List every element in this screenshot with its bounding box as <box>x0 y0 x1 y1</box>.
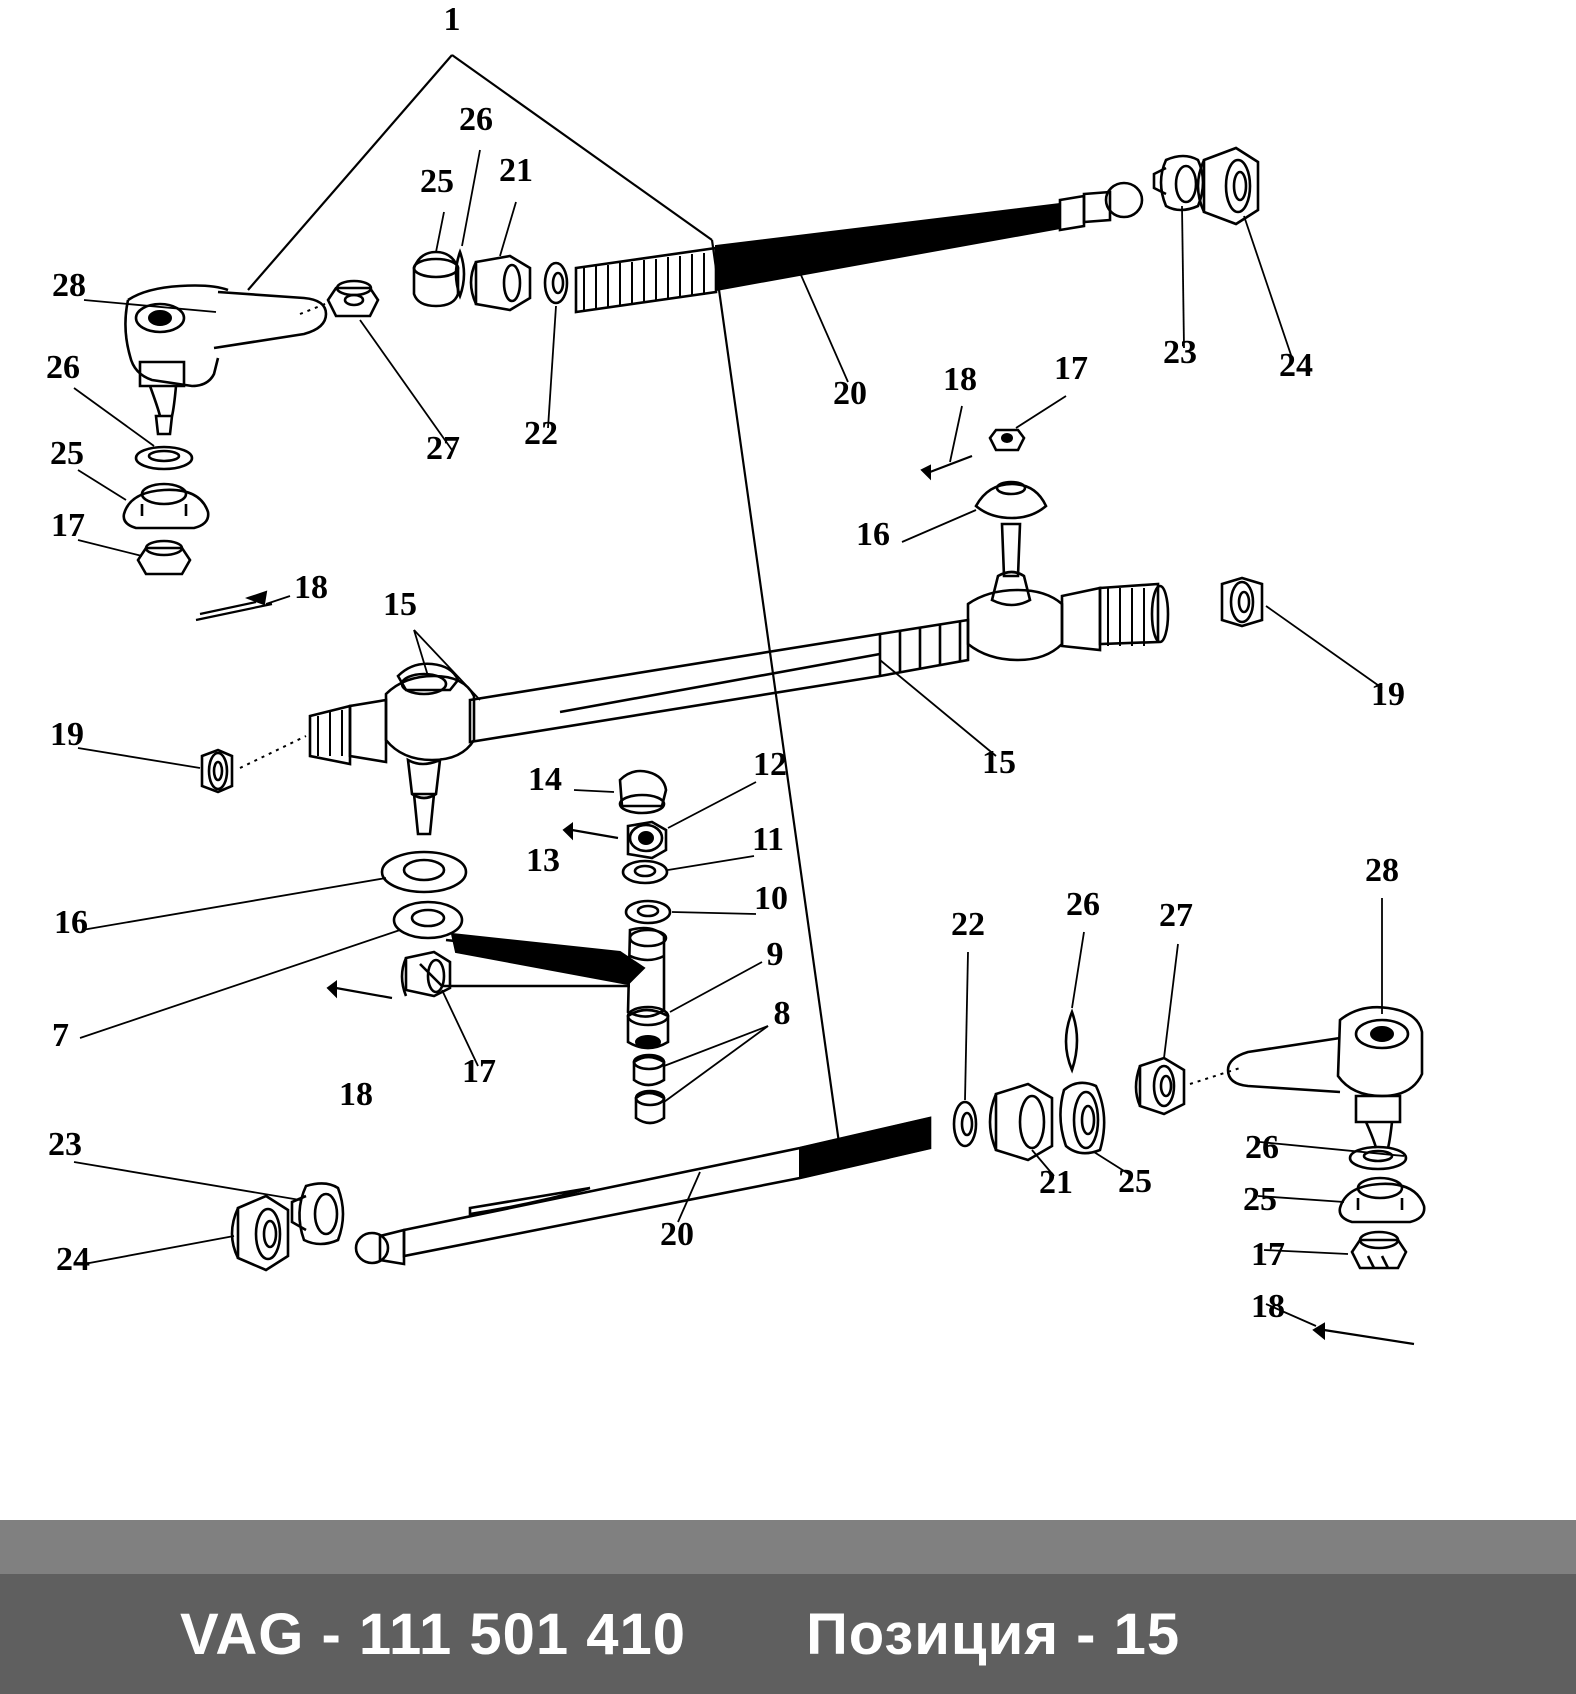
part-27-nut-lower <box>1136 1058 1184 1114</box>
callout-label: 20 <box>660 1216 694 1253</box>
callout-leader-lines <box>74 150 1404 1326</box>
part-18-pin-lower-right <box>1314 1324 1414 1344</box>
footer-caption-strip <box>0 1574 1576 1694</box>
callout-label: 7 <box>52 1017 69 1054</box>
callout-label: 24 <box>1279 347 1313 384</box>
part-28-ball-joint-upper <box>125 286 326 435</box>
part-16-boot-left <box>382 852 466 892</box>
callout-label: 17 <box>51 507 85 544</box>
part-11-washer <box>623 861 667 883</box>
callout-label: 17 <box>462 1053 496 1090</box>
dotted-connector-19-left <box>240 736 306 768</box>
callout-label: 11 <box>751 821 785 858</box>
callout-label: 20 <box>833 375 867 412</box>
part-22-washer-upper <box>545 263 567 303</box>
callout-label: 28 <box>52 267 86 304</box>
callout-label: 21 <box>1039 1164 1073 1201</box>
callout-label: 21 <box>499 152 533 189</box>
part-24-nut-upper <box>1198 148 1258 224</box>
callout-label: 23 <box>1163 334 1197 371</box>
part-19-bush-left <box>202 750 232 792</box>
callout-label: 26 <box>46 349 80 386</box>
callout-label: 25 <box>1118 1163 1152 1200</box>
position-label: Позиция - 15 <box>806 1601 1181 1667</box>
part-17-nut-middle-right <box>990 430 1024 450</box>
part-15-rod-end-left <box>310 664 474 834</box>
callout-label: 27 <box>426 430 460 467</box>
callout-label: 22 <box>524 415 558 452</box>
part-18-pin-arm <box>328 982 392 998</box>
callout-label: 9 <box>766 936 784 973</box>
part-18-cotter-pin-middle <box>922 456 972 478</box>
part-10-washer <box>626 901 670 923</box>
part-25-cone-lower <box>1060 1083 1104 1153</box>
part-26-ring-lower-right <box>1350 1147 1406 1169</box>
part-17-nut-arm <box>402 952 450 996</box>
callout-label: 10 <box>754 880 788 917</box>
part-13-pin <box>564 824 618 838</box>
part-12-nut <box>628 822 666 858</box>
part-21-nut-upper <box>471 256 530 310</box>
callout-label: 19 <box>1371 676 1405 713</box>
callout-label: 8 <box>773 995 791 1032</box>
callout-label: 25 <box>420 163 454 200</box>
callout-label: 18 <box>294 569 328 606</box>
callout-label: 22 <box>951 906 985 943</box>
part-15-rod-end-right <box>968 584 1168 660</box>
callout-label: 19 <box>50 716 84 753</box>
callout-label: 16 <box>856 516 890 553</box>
lower-tie-rod-assembly <box>232 1118 930 1270</box>
part-25-cone-upper <box>414 252 458 306</box>
callout-label: 17 <box>1054 350 1088 387</box>
callout-label: 1 <box>443 1 461 38</box>
part-25-boot-upper-left <box>124 484 208 528</box>
part-21-nut-lower <box>990 1084 1052 1160</box>
part-19-bush-right <box>1222 578 1262 626</box>
part-26-ring-lower <box>1066 1012 1077 1070</box>
callout-label: 18 <box>339 1076 373 1113</box>
callout-label: 25 <box>1243 1181 1277 1218</box>
part-23-lock-washer-upper <box>1154 156 1203 210</box>
part-16-boot-middle-right <box>976 482 1046 518</box>
part-20-tie-rod-lower <box>356 1118 930 1264</box>
callout-label: 18 <box>943 361 977 398</box>
lower-right-joint-assembly <box>954 1007 1424 1344</box>
callout-label: 15 <box>982 744 1016 781</box>
callout-label: 26 <box>1245 1129 1279 1166</box>
footer-bar <box>0 1520 1576 1694</box>
part-17-nut-lower-right <box>1352 1232 1406 1268</box>
part-23-lock-washer-lower <box>292 1183 343 1244</box>
part-9-bush <box>628 1007 668 1048</box>
part-27-nut-upper <box>328 281 378 316</box>
callout-label: 17 <box>1251 1236 1285 1273</box>
callout-label: 14 <box>528 761 562 798</box>
callout-label: 15 <box>383 586 417 623</box>
pitman-arm-assembly <box>328 771 670 1123</box>
callout-label: 28 <box>1365 852 1399 889</box>
part-26-ring-upper-left <box>136 447 192 469</box>
part-17-nut-upper-left <box>138 541 190 574</box>
callout-label: 13 <box>526 842 560 879</box>
part-8-bushes <box>634 1055 664 1123</box>
callout-label: 26 <box>459 101 493 138</box>
callout-label: 26 <box>1066 886 1100 923</box>
part-25-boot-lower-right <box>1340 1178 1424 1222</box>
callout-label: 12 <box>753 746 787 783</box>
part-28-ball-joint-lower <box>1228 1007 1422 1148</box>
callout-label: 24 <box>56 1241 90 1278</box>
callout-label: 18 <box>1251 1288 1285 1325</box>
part-26-ring-upper <box>456 252 464 296</box>
callout-label: 16 <box>54 904 88 941</box>
part-22-washer-lower <box>954 1102 976 1146</box>
centre-track-rod-assembly <box>202 430 1262 892</box>
callout-label: 25 <box>50 435 84 472</box>
callout-label: 27 <box>1159 897 1193 934</box>
part-14-nut <box>620 771 666 813</box>
part-15-centre-rod <box>470 620 968 742</box>
part-18-cotter-pin-upper <box>196 592 272 620</box>
part-24-nut-lower <box>232 1196 288 1270</box>
callout-label: 23 <box>48 1126 82 1163</box>
part-number-label: VAG - 111 501 410 <box>180 1601 687 1667</box>
